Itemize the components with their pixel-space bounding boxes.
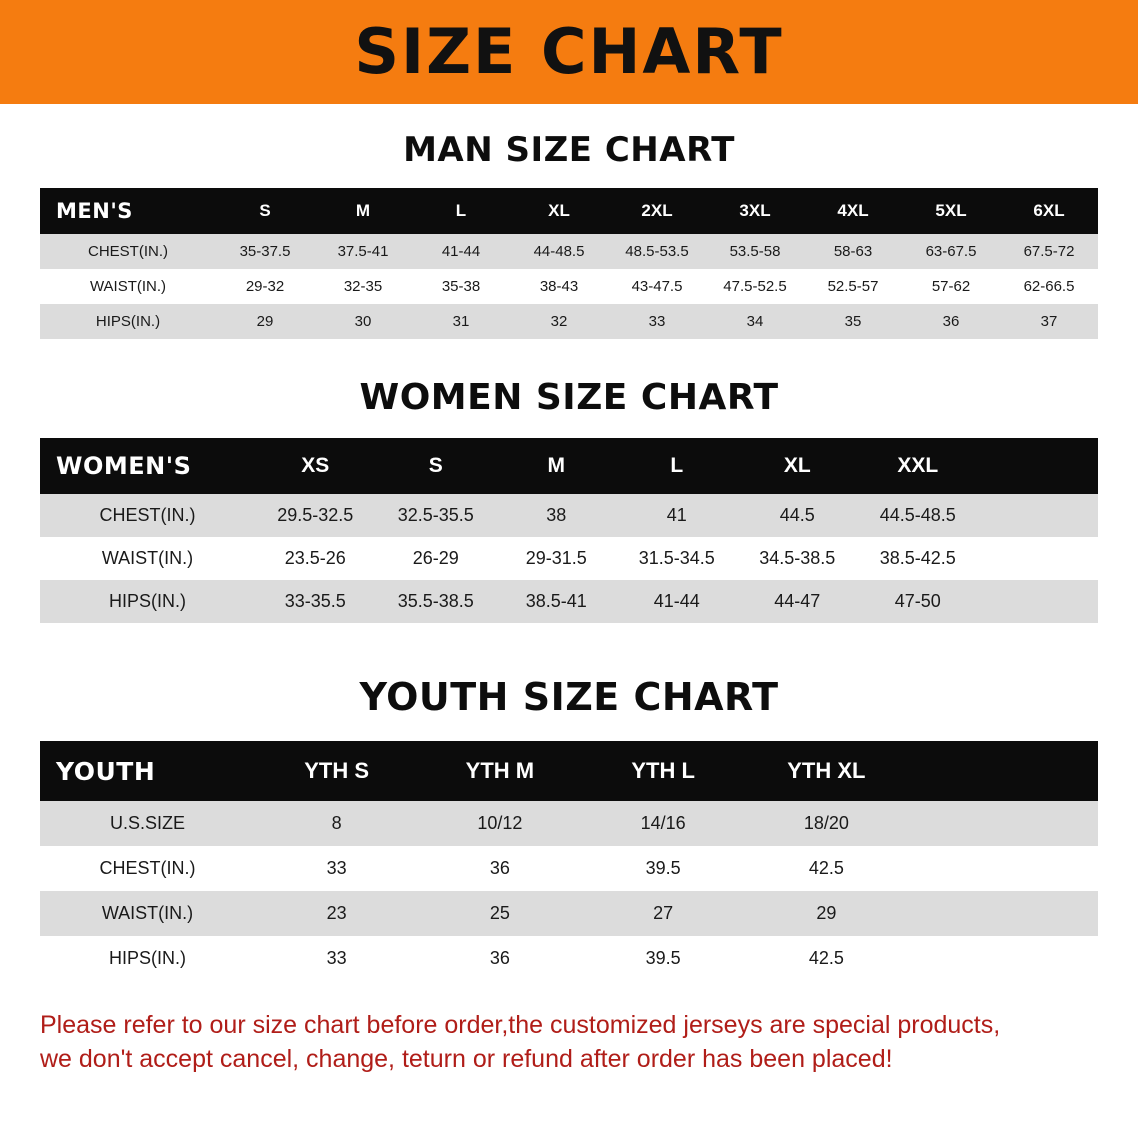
youth-col-1: YTH S <box>304 758 370 783</box>
table-row <box>40 234 1098 269</box>
man-chest-5xl: 63-67.5 <box>925 243 977 260</box>
table-row <box>40 537 1098 580</box>
man-chest-6xl: 67.5-72 <box>1023 243 1075 260</box>
youth-chest-xl: 42.5 <box>808 858 844 878</box>
man-hips-2xl: 33 <box>648 313 666 330</box>
banner <box>0 0 1138 104</box>
women-col-1: XS <box>301 454 330 477</box>
youth-waist-l: 27 <box>653 903 674 923</box>
table-row <box>40 891 1098 936</box>
youth-hips-m: 36 <box>489 948 510 968</box>
man-corner-label: MEN'S <box>56 199 133 223</box>
women-col-spacer <box>978 438 1098 494</box>
women-waist-spacer <box>978 537 1098 580</box>
table-row <box>40 269 1098 304</box>
man-hips-s: 29 <box>256 313 274 330</box>
youth-chest-l: 39.5 <box>645 858 681 878</box>
women-hips-xxl: 47-50 <box>894 591 941 611</box>
man-waist-4xl: 52.5-57 <box>827 278 879 295</box>
table-row <box>40 801 1098 846</box>
women-row-label-hips: HIPS(IN.) <box>108 591 186 611</box>
women-size-table <box>40 438 1098 623</box>
women-col-3: M <box>547 454 565 477</box>
women-waist-xl: 34.5-38.5 <box>759 548 836 568</box>
women-chest-xxl: 44.5-48.5 <box>879 505 956 525</box>
women-hips-spacer <box>978 580 1098 623</box>
youth-col-4: YTH XL <box>787 758 866 783</box>
youth-hips-l: 39.5 <box>645 948 681 968</box>
women-hips-s: 35.5-38.5 <box>397 591 474 611</box>
man-hips-5xl: 36 <box>942 313 960 330</box>
man-waist-s: 29-32 <box>245 278 285 295</box>
women-table-header <box>40 438 1098 494</box>
youth-row-label-ussize: U.S.SIZE <box>109 813 185 833</box>
youth-waist-spacer <box>908 891 1098 936</box>
youth-corner-label: YOUTH <box>56 756 156 786</box>
man-chest-l: 41-44 <box>441 243 481 260</box>
women-chest-spacer <box>978 494 1098 537</box>
man-row-label-waist: WAIST(IN.) <box>89 278 167 295</box>
women-col-6: XXL <box>897 454 939 477</box>
man-hips-xl: 32 <box>550 313 568 330</box>
man-chest-s: 35-37.5 <box>239 243 291 260</box>
man-col-7: 4XL <box>837 201 869 220</box>
women-col-4: L <box>670 454 684 477</box>
youth-ussize-xl: 18/20 <box>803 813 849 833</box>
man-col-1: S <box>259 201 271 220</box>
youth-col-2: YTH M <box>465 758 535 783</box>
man-row-label-hips: HIPS(IN.) <box>95 313 161 330</box>
man-waist-m: 32-35 <box>343 278 383 295</box>
women-chest-m: 38 <box>546 505 567 525</box>
youth-row-label-waist: WAIST(IN.) <box>101 903 194 923</box>
women-chest-xs: 29.5-32.5 <box>277 505 354 525</box>
youth-waist-s: 23 <box>326 903 347 923</box>
women-chest-xl: 44.5 <box>779 505 815 525</box>
man-col-9: 6XL <box>1033 201 1065 220</box>
youth-chest-m: 36 <box>489 858 510 878</box>
man-col-2: M <box>355 201 371 220</box>
man-waist-l: 35-38 <box>441 278 481 295</box>
women-hips-xl: 44-47 <box>774 591 821 611</box>
youth-size-table <box>40 741 1098 981</box>
man-waist-6xl: 62-66.5 <box>1023 278 1075 295</box>
man-size-table <box>40 188 1098 339</box>
man-waist-5xl: 57-62 <box>931 278 971 295</box>
women-col-2: S <box>428 454 443 477</box>
youth-table-wrapper <box>0 741 1138 981</box>
youth-col-3: YTH L <box>631 758 695 783</box>
youth-waist-xl: 29 <box>816 903 837 923</box>
table-header-row <box>40 741 1098 801</box>
youth-hips-s: 33 <box>326 948 347 968</box>
women-waist-xs: 23.5-26 <box>284 548 346 568</box>
women-row-label-waist: WAIST(IN.) <box>101 548 194 568</box>
man-col-6: 3XL <box>739 201 771 220</box>
women-corner-label: WOMEN'S <box>56 452 192 480</box>
man-hips-l: 31 <box>452 313 470 330</box>
table-row <box>40 580 1098 623</box>
man-waist-xl: 38-43 <box>539 278 579 295</box>
youth-row-label-hips: HIPS(IN.) <box>108 948 186 968</box>
women-hips-xs: 33-35.5 <box>284 591 346 611</box>
youth-ussize-s: 8 <box>331 813 342 833</box>
youth-row-label-chest: CHEST(IN.) <box>99 858 196 878</box>
man-col-4: XL <box>548 201 570 220</box>
man-chest-xl: 44-48.5 <box>533 243 585 260</box>
man-chest-3xl: 53.5-58 <box>729 243 781 260</box>
man-hips-m: 30 <box>354 313 372 330</box>
man-col-8: 5XL <box>935 201 967 220</box>
youth-waist-m: 25 <box>489 903 510 923</box>
man-row-label-chest: CHEST(IN.) <box>88 243 168 260</box>
man-table-wrapper <box>0 188 1138 339</box>
table-row <box>40 936 1098 981</box>
women-waist-m: 29-31.5 <box>525 548 587 568</box>
women-hips-l: 41-44 <box>653 591 700 611</box>
youth-table-body <box>40 801 1098 981</box>
man-col-5: 2XL <box>641 201 673 220</box>
man-chest-4xl: 58-63 <box>833 243 873 260</box>
women-col-5: XL <box>783 454 811 477</box>
women-chest-l: 41 <box>666 505 687 525</box>
youth-hips-xl: 42.5 <box>808 948 844 968</box>
table-row <box>40 494 1098 537</box>
youth-chest-spacer <box>908 846 1098 891</box>
man-waist-2xl: 43-47.5 <box>631 278 683 295</box>
youth-col-spacer <box>908 741 1098 801</box>
man-hips-4xl: 35 <box>844 313 862 330</box>
youth-ussize-spacer <box>908 801 1098 846</box>
youth-ussize-m: 10/12 <box>477 813 523 833</box>
man-table-body <box>40 234 1098 339</box>
disclaimer-line-2: we don't accept cancel, change, teturn or refund after order has been placed! <box>40 1044 893 1073</box>
page-title: SIZE CHART <box>354 15 784 88</box>
table-row <box>40 846 1098 891</box>
man-chest-2xl: 48.5-53.5 <box>625 243 689 260</box>
youth-chest-s: 33 <box>326 858 347 878</box>
man-hips-3xl: 34 <box>746 313 764 330</box>
disclaimer-line-1: Please refer to our size chart before order,the customized jerseys are special products, <box>40 1011 1001 1039</box>
man-hips-6xl: 37 <box>1040 313 1058 330</box>
women-waist-xxl: 38.5-42.5 <box>879 548 956 568</box>
youth-hips-spacer <box>908 936 1098 981</box>
table-header-row <box>40 188 1098 234</box>
table-header-row <box>40 438 1098 494</box>
man-col-3: L <box>455 201 467 220</box>
youth-table-header <box>40 741 1098 801</box>
women-waist-l: 31.5-34.5 <box>638 548 715 568</box>
disclaimer-note <box>40 1009 1098 1077</box>
man-section-heading: MAN SIZE CHART <box>403 130 735 170</box>
youth-ussize-l: 14/16 <box>640 813 686 833</box>
women-hips-m: 38.5-41 <box>525 591 587 611</box>
man-table-header <box>40 188 1098 234</box>
women-chest-s: 32.5-35.5 <box>397 505 474 525</box>
man-chest-m: 37.5-41 <box>337 243 389 260</box>
women-row-label-chest: CHEST(IN.) <box>99 505 196 525</box>
women-section-heading: WOMEN SIZE CHART <box>359 377 779 418</box>
table-row <box>40 304 1098 339</box>
women-table-body <box>40 494 1098 623</box>
man-waist-3xl: 47.5-52.5 <box>723 278 787 295</box>
women-table-wrapper <box>0 438 1138 623</box>
youth-section-heading: YOUTH SIZE CHART <box>359 675 779 719</box>
women-waist-s: 26-29 <box>412 548 459 568</box>
